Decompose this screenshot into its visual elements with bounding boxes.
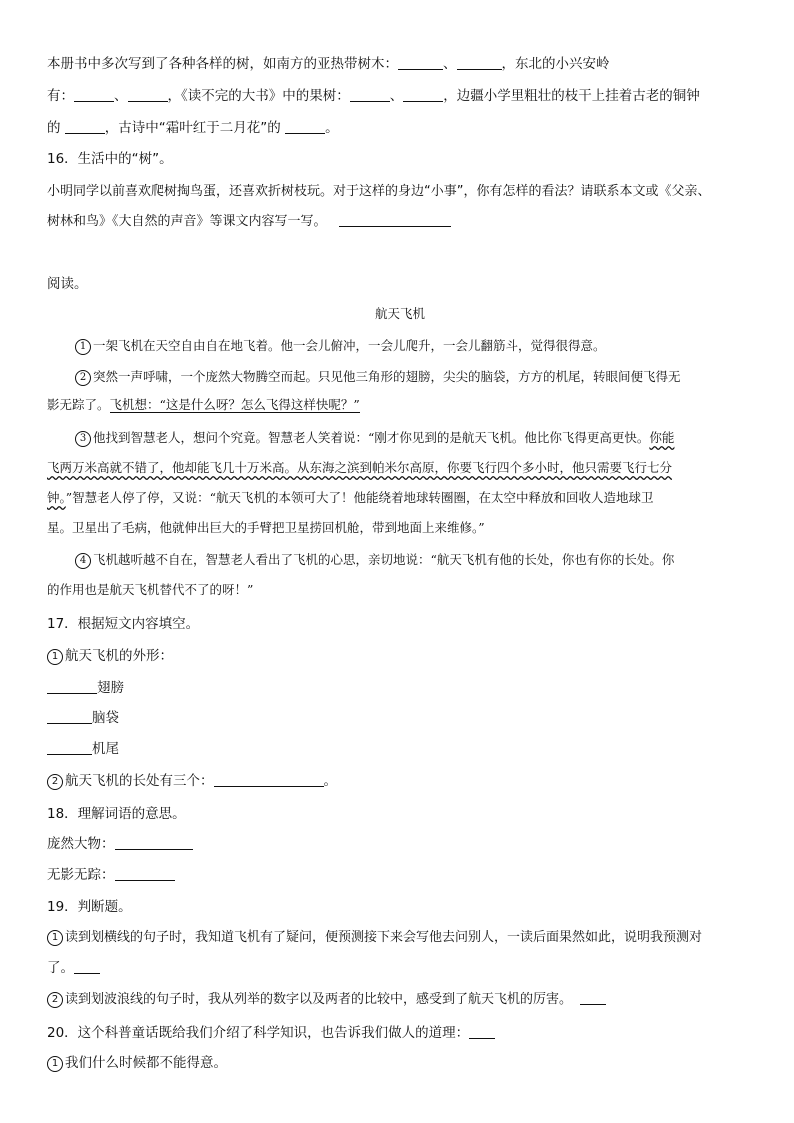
question-text: 航天飞机的长处有三个：	[65, 773, 214, 789]
paragraph-text: 一架飞机在天空自由自在地飞着。他一会儿俯冲，一会儿爬升，一会儿翻筋斗，觉得很得意。	[93, 338, 606, 353]
paragraph-text: 他找到智慧老人，想问个究竟。智慧老人笑着说：“刚才你见到的是航天飞机。他比你飞得更高更快。	[93, 430, 650, 445]
wavy-underlined-text: 你能	[649, 430, 675, 445]
story-paragraph-3-line-2	[47, 458, 672, 478]
q18-title: 18．理解词语的意思。	[47, 806, 186, 822]
item-label: 翅膀	[97, 680, 124, 696]
q17-item-wings	[47, 678, 124, 698]
straight-underlined-sentence: 飞机想：“这是什么呀？怎么飞得这样快呢？”	[109, 397, 360, 412]
answer-blank[interactable]	[47, 679, 97, 694]
story-paragraph-2-line-1	[47, 367, 681, 387]
question-text: 航天飞机的外形：	[65, 648, 173, 664]
paragraph-text: 飞机越听越不自在，智慧老人看出了飞机的心思，亲切地说：“航天飞机有他的长处，你也有你的长处。你	[93, 552, 675, 567]
answer-blank[interactable]	[580, 990, 606, 1005]
story-paragraph-3-line-1	[47, 428, 674, 448]
q17-title: 17．根据短文内容填空。	[47, 616, 200, 632]
q15-text: ，边疆小学里粗壮的枝干上挂着古老的铜钟	[443, 88, 700, 104]
wavy-underlined-text: 钟。	[47, 490, 66, 505]
q15-text: ，《读不完的大书》中的果树：	[167, 88, 350, 104]
separator: 、	[443, 56, 457, 72]
story-paragraph-1	[47, 336, 606, 356]
q15-text: ，东北的小兴安岭	[501, 56, 610, 72]
circled-number: 2	[47, 774, 63, 790]
answer-blank[interactable]	[115, 835, 193, 850]
q17-sub-1	[47, 646, 173, 666]
answer-blank[interactable]	[469, 1024, 495, 1039]
q18-word-2	[47, 865, 175, 885]
option-text: 我们什么时候都不能得意。	[65, 1055, 227, 1071]
story-paragraph-4-line-1	[47, 550, 674, 570]
answer-blank[interactable]	[115, 866, 175, 881]
story-paragraph-4-line-2: 的作用也是航天飞机替代不了的呀！”	[47, 582, 254, 597]
q16-title: 16．生活中的“树”。	[47, 151, 173, 167]
answer-blank[interactable]	[47, 740, 92, 755]
answer-blank[interactable]	[398, 55, 443, 70]
answer-blank[interactable]	[74, 87, 114, 102]
q15-text: 本册书中多次写到了各种各样的树，如南方的亚热带树木：	[47, 56, 398, 72]
answer-blank[interactable]	[339, 212, 451, 227]
answer-blank[interactable]	[128, 87, 168, 102]
paragraph-text: 突然一声呼啸，一个庞然大物腾空而起。只见他三角形的翅膀，尖尖的脑袋，方方的机尾，转眼间便飞得无	[93, 369, 681, 384]
statement-text: 了。	[47, 960, 74, 976]
answer-blank[interactable]	[47, 709, 92, 724]
answer-blank[interactable]	[214, 772, 324, 787]
q15-text: 。	[325, 120, 339, 136]
q20-option-1	[47, 1053, 227, 1073]
q16-line-2	[47, 212, 451, 232]
reading-label: 阅读。	[47, 276, 88, 292]
answer-blank[interactable]	[65, 119, 105, 134]
word-label: 庞然大物：	[47, 836, 115, 852]
answer-blank[interactable]	[74, 959, 100, 974]
q16-line-1: 小明同学以前喜欢爬树掏鸟蛋，还喜欢折树枝玩。对于这样的身边“小事”，你有怎样的看法？请联系本文或《父亲、	[47, 184, 711, 199]
q20-title	[47, 1023, 495, 1043]
story-paragraph-3-line-4: 星。卫星出了毛病，他就伸出巨大的手臂把卫星捞回机舱，带到地面上来维修。”	[47, 520, 485, 535]
circled-number: 3	[75, 431, 91, 447]
answer-blank[interactable]	[285, 119, 325, 134]
item-label: 机尾	[92, 741, 119, 757]
answer-blank[interactable]	[350, 87, 390, 102]
circled-number: 1	[47, 1056, 63, 1072]
answer-blank[interactable]	[403, 87, 443, 102]
q19-statement-2	[47, 990, 606, 1010]
q15-line-3	[47, 118, 339, 138]
circled-number: 1	[47, 649, 63, 665]
story-title: 航天飞机	[374, 306, 425, 321]
item-label: 脑袋	[92, 710, 119, 726]
word-label: 无影无踪：	[47, 867, 115, 883]
q18-word-1	[47, 834, 193, 854]
story-paragraph-2-line-2	[47, 395, 360, 415]
q17-item-head	[47, 708, 119, 728]
circled-number: 2	[47, 992, 63, 1008]
paragraph-text: ”智慧老人停了停，又说：“航天飞机的本领可大了！他能绕着地球转圈圈，在太空中释放和回收人造地球卫	[65, 490, 654, 505]
q17-sub-2	[47, 771, 337, 791]
q17-item-tail	[47, 739, 119, 759]
q19-statement-1-line-1	[47, 928, 702, 948]
circled-number: 1	[75, 339, 91, 355]
question-text: 。	[323, 773, 337, 789]
q15-line-2	[47, 86, 700, 106]
wavy-underlined-text: 飞两万米高就不错了，他却能飞几十万米高。从东海之滨到帕米尔高原，你要飞行四个多小时，他只需要飞行七分	[47, 460, 673, 475]
statement-text: 读到划横线的句子时，我知道飞机有了疑问，便预测接下来会写他去问别人，一读后面果然如此，说明我预测对	[65, 930, 703, 945]
statement-text: 读到划波浪线的句子时，我从列举的数字以及两者的比较中，感受到了航天飞机的厉害。	[65, 992, 573, 1007]
q19-title: 19．判断题。	[47, 899, 132, 915]
q15-line-1	[47, 54, 610, 74]
story-paragraph-3-line-3	[47, 488, 654, 508]
separator: 、	[389, 88, 404, 104]
circled-number: 1	[47, 930, 63, 946]
q16-text: 树林和鸟》《大自然的声音》等课文内容写一写。	[47, 214, 327, 229]
q15-text: 的	[47, 120, 61, 136]
separator: 、	[114, 88, 128, 104]
q15-text: ，古诗中“霜叶红于二月花”的	[104, 120, 281, 136]
circled-number: 4	[75, 553, 91, 569]
q15-text: 有：	[47, 88, 74, 104]
question-text: 20．这个科普童话既给我们介绍了科学知识，也告诉我们做人的道理：	[47, 1025, 470, 1041]
paragraph-text: 影无踪了。	[47, 397, 110, 412]
circled-number: 2	[75, 370, 91, 386]
q19-statement-1-line-2	[47, 958, 100, 978]
answer-blank[interactable]	[457, 55, 502, 70]
